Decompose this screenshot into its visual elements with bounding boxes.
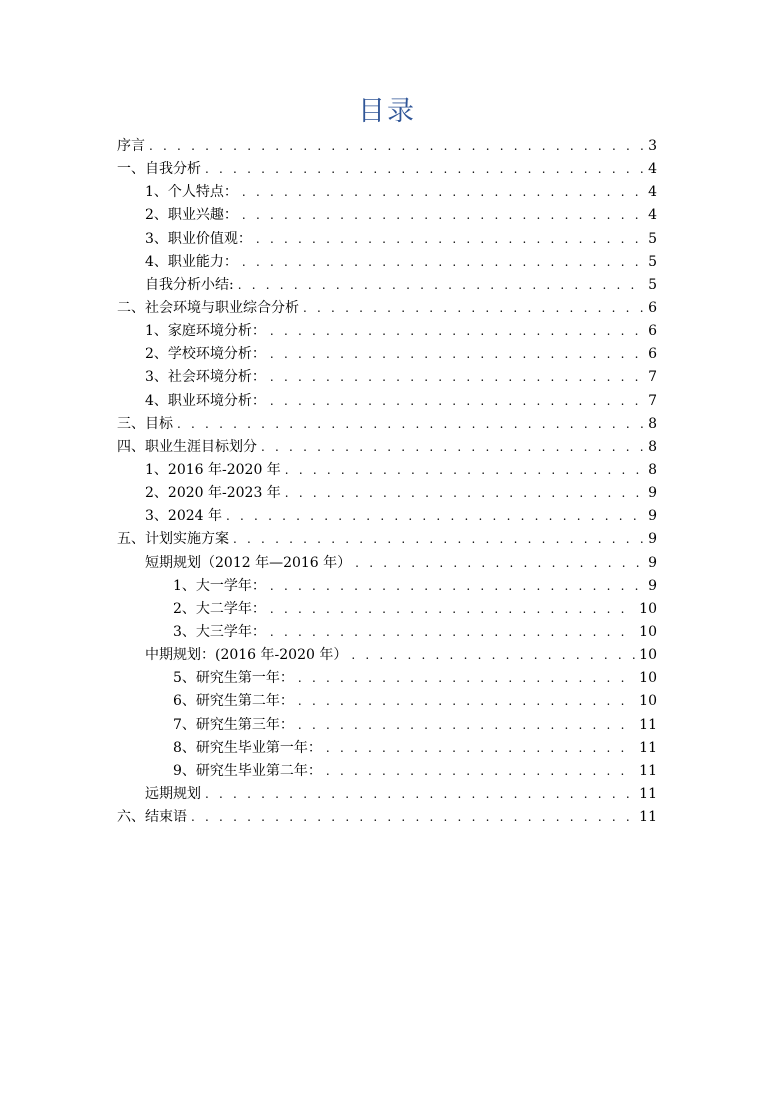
toc-entry[interactable]	[117, 644, 657, 667]
toc-entry-page-number: 9	[648, 508, 657, 525]
toc-entry-page-number: 9	[648, 577, 657, 594]
toc-entry-page-number: 11	[639, 785, 657, 802]
dot-leader	[298, 667, 635, 690]
toc-entry-label: 1、个人特点：	[145, 184, 238, 201]
toc-entry-page-number: 6	[648, 346, 657, 363]
toc-entry-label: 短期规划（2012 年—2016 年）	[145, 554, 352, 571]
dot-leader	[149, 135, 643, 158]
toc-entry-page-number: 10	[639, 600, 657, 617]
toc-entry[interactable]	[117, 552, 657, 575]
toc-entry[interactable]	[117, 737, 657, 760]
toc-entry-page-number: 11	[639, 739, 657, 756]
toc-entry[interactable]	[117, 783, 657, 806]
dot-leader	[177, 413, 643, 436]
toc-entry-label: 4、职业环境分析：	[145, 392, 266, 409]
toc-entry-label: 2、大二学年：	[173, 600, 266, 617]
toc-entry-label: 自我分析小结:	[145, 276, 234, 293]
dot-leader	[242, 181, 643, 204]
toc-entry[interactable]	[117, 528, 657, 551]
dot-leader	[261, 436, 643, 459]
dot-leader	[298, 690, 635, 713]
toc-entry-label: 2、学校环境分析：	[145, 346, 266, 363]
dot-leader	[242, 251, 643, 274]
dot-leader	[326, 737, 635, 760]
toc-entry-label: 一、自我分析	[117, 161, 201, 178]
toc-entry-page-number: 11	[639, 762, 657, 779]
toc-entry[interactable]	[117, 505, 657, 528]
toc-entry[interactable]	[117, 297, 657, 320]
toc-entry[interactable]	[117, 621, 657, 644]
dot-leader	[270, 598, 635, 621]
toc-title: 目录	[358, 96, 416, 127]
toc-entry-label: 5、研究生第一年：	[173, 670, 294, 687]
dot-leader	[285, 459, 643, 482]
toc-entry-page-number: 5	[648, 253, 657, 270]
dot-leader	[270, 343, 643, 366]
toc-entry-label: 4、职业能力：	[145, 253, 238, 270]
toc-entry-label: 中期规划：(2016 年-2020 年）	[145, 647, 348, 664]
toc-entry-page-number: 10	[639, 693, 657, 710]
toc-entry[interactable]	[117, 343, 657, 366]
toc-entry-label: 1、大一学年：	[173, 577, 266, 594]
toc-entry-label: 3、大三学年：	[173, 623, 266, 640]
toc-entry-label: 2、职业兴趣：	[145, 207, 238, 224]
toc-entry-page-number: 4	[648, 184, 657, 201]
dot-leader	[270, 366, 643, 389]
dot-leader	[270, 320, 643, 343]
toc-entry[interactable]	[117, 760, 657, 783]
dot-leader	[270, 575, 643, 598]
toc-entry-label: 六、结束语	[117, 809, 187, 826]
dot-leader	[205, 783, 635, 806]
toc-entry-page-number: 8	[648, 438, 657, 455]
toc-entry[interactable]	[117, 274, 657, 297]
toc-entry-page-number: 4	[648, 161, 657, 178]
toc-entry[interactable]	[117, 320, 657, 343]
dot-leader	[298, 714, 635, 737]
dot-leader	[191, 806, 635, 829]
toc-entry-label: 1、2016 年-2020 年	[145, 461, 281, 478]
toc-entry[interactable]	[117, 436, 657, 459]
toc-entry-label: 五、计划实施方案	[117, 531, 229, 548]
dot-leader	[303, 297, 643, 320]
toc-entry-page-number: 8	[648, 461, 657, 478]
toc-entry-page-number: 3	[648, 138, 657, 154]
toc-entry-page-number: 6	[648, 323, 657, 340]
dot-leader	[355, 552, 643, 575]
toc-entry[interactable]	[117, 158, 657, 181]
toc-entry[interactable]	[117, 366, 657, 389]
toc-entry[interactable]	[117, 575, 657, 598]
toc-entry[interactable]	[117, 667, 657, 690]
toc-entry-label: 二、社会环境与职业综合分析	[117, 299, 299, 316]
toc-entry-page-number: 9	[648, 554, 657, 571]
toc-entry-label: 3、职业价值观：	[145, 230, 252, 247]
toc-entry[interactable]	[117, 459, 657, 482]
toc-entry-page-number: 7	[648, 392, 657, 409]
dot-leader	[256, 228, 643, 251]
toc-entry-page-number: 11	[639, 716, 657, 733]
toc-entry-label: 3、2024 年	[145, 508, 222, 525]
toc-entry-label: 四、职业生涯目标划分	[117, 438, 257, 455]
dot-leader	[326, 760, 635, 783]
toc-entry[interactable]	[117, 690, 657, 713]
dot-leader	[270, 621, 635, 644]
dot-leader	[285, 482, 643, 505]
toc-entry-page-number: 8	[648, 415, 657, 432]
toc-entry-label: 8、研究生毕业第一年：	[173, 739, 322, 756]
toc-entry-label: 1、家庭环境分析：	[145, 323, 266, 340]
toc-entry-label: 远期规划	[145, 785, 201, 802]
dot-leader	[233, 528, 643, 551]
toc-entry[interactable]	[117, 251, 657, 274]
toc-entry-page-number: 6	[648, 299, 657, 316]
dot-leader	[205, 158, 643, 181]
toc-entry-label: 3、社会环境分析：	[145, 369, 266, 386]
toc-entry-label: 9、研究生毕业第二年：	[173, 762, 322, 779]
toc-entry-label: 序言	[117, 138, 145, 154]
dot-leader	[238, 274, 643, 297]
toc-entry-label: 2、2020 年-2023 年	[145, 485, 281, 502]
toc-entry-page-number: 4	[648, 207, 657, 224]
toc-entry-page-number: 5	[648, 276, 657, 293]
toc-entry-label: 6、研究生第二年：	[173, 693, 294, 710]
toc-entry-page-number: 9	[648, 531, 657, 548]
toc-entry[interactable]	[117, 413, 657, 436]
dot-leader	[226, 505, 643, 528]
toc-entry-page-number: 11	[639, 809, 657, 826]
toc-entry-page-number: 10	[639, 623, 657, 640]
dot-leader	[270, 390, 643, 413]
toc-entry[interactable]	[117, 204, 657, 227]
toc-entry-page-number: 10	[639, 670, 657, 687]
table-of-contents	[117, 135, 657, 829]
toc-entry[interactable]	[117, 806, 657, 829]
toc-entry[interactable]	[117, 228, 657, 251]
toc-entry-label: 三、目标	[117, 415, 173, 432]
toc-entry-page-number: 10	[639, 647, 657, 664]
dot-leader	[242, 204, 643, 227]
toc-entry[interactable]	[117, 181, 657, 204]
toc-entry[interactable]	[117, 390, 657, 413]
toc-entry-page-number: 7	[648, 369, 657, 386]
toc-entry-page-number: 5	[648, 230, 657, 247]
toc-entry[interactable]	[117, 482, 657, 505]
toc-entry-label: 7、研究生第三年：	[173, 716, 294, 733]
toc-entry[interactable]	[117, 714, 657, 737]
dot-leader	[351, 644, 635, 667]
toc-entry-page-number: 9	[648, 485, 657, 502]
toc-entry[interactable]	[117, 598, 657, 621]
toc-entry[interactable]	[117, 135, 657, 158]
